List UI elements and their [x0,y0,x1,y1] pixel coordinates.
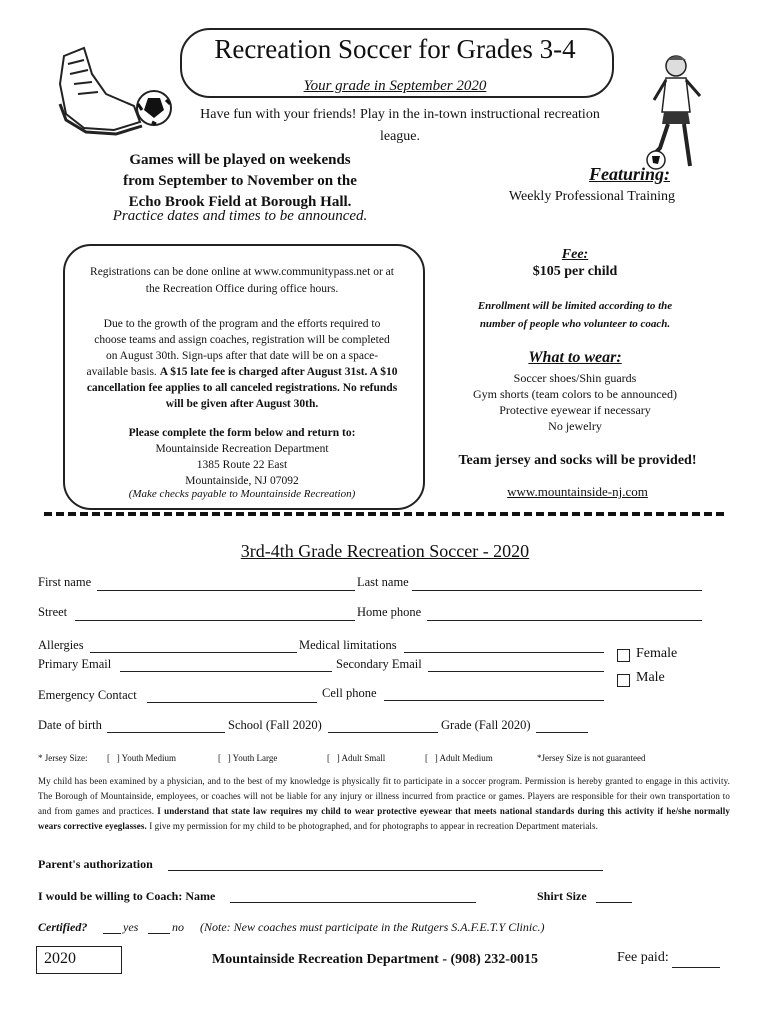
cell-phone-field[interactable] [384,700,604,701]
coach-name-field[interactable] [230,902,476,903]
jersey-size-label: * Jersey Size: [38,753,88,763]
cell-phone-label: Cell phone [322,686,377,700]
grade-field[interactable] [536,732,588,733]
coach-clinic-note: (Note: New coaches must participate in the Rutgers S.A.F.E.T.Y Clinic.) [200,920,545,934]
school-field[interactable] [328,732,438,733]
primary-email-label: Primary Email [38,657,112,671]
parent-signature-field[interactable] [168,870,603,871]
what-to-wear-list [440,370,710,434]
list-item: Soccer shoes/Shin guards [513,371,637,385]
male-label: Male [636,670,665,685]
soccer-cleat-illustration [44,44,172,148]
featuring-heading: Featuring: [588,164,670,184]
size-option-youth-large[interactable]: [ ] Youth Large [218,753,278,763]
practice-note: Practice dates and times to be announced. [112,208,368,224]
last-name-label: Last name [357,575,409,589]
allergies-label: Allergies [38,638,84,652]
home-phone-label: Home phone [357,605,422,619]
intro-text: Have fun with your friends! Play in the in-town instructional recreation league. [200,107,600,144]
return-address: Please complete the form below and return to: Mountainside Recreation Department 1385 Route 22 East Mountainside, NJ 07092 [128,427,356,487]
jersey-provided-note: Team jersey and socks will be provided! [458,453,697,468]
date-of-birth-field[interactable] [107,732,225,733]
jersey-size-disclaimer: *Jersey Size is not guaranteed [537,753,646,763]
certified-no-label: no [172,920,184,934]
consent-paragraph: My child has been examined by a physician, and to the best of my knowledge is physically fit to participate in a soccer program. Permission is hereby granted to engage in this activity. The Borough of Mountainside, employees, or coaches will not be liable for any injury or illness incurred from practice or games. Players are responsible for their own transportation to and from games and practices. I understand that state law requires my child to wear protective eyewear that meets national standards during this activity if he/she normally wears corrective eyeglasses. I give my permission for my child to be photographed, and for photographs to appear in recreation Department materials. [38,776,730,831]
grade-label: Grade (Fall 2020) [441,718,531,732]
female-checkbox[interactable] [617,649,630,662]
child-soccer-player-illustration [642,52,712,176]
checks-payable-note: (Make checks payable to Mountainside Recreation) [128,488,356,500]
secondary-email-label: Secondary Email [336,657,422,671]
certified-yes-label: yes [123,920,139,934]
list-item: Gym shorts (team colors to be announced) [473,387,677,401]
allergies-field[interactable] [90,652,297,653]
secondary-email-field[interactable] [428,671,604,672]
street-label: Street [38,605,68,619]
games-schedule: Games will be played on weekends from September to November on the Echo Brook Field at Borough Hall. [123,152,357,210]
size-option-adult-small[interactable]: [ ] Adult Small [327,753,386,763]
emergency-contact-field[interactable] [147,702,317,703]
primary-email-field[interactable] [120,671,332,672]
fee-paid-field[interactable] [672,967,720,968]
certified-label: Certified? [38,920,88,934]
department-contact: Mountainside Recreation Department - (908) 232-0015 [212,952,538,967]
female-label: Female [636,646,678,661]
medical-limitations-field[interactable] [404,652,604,653]
coach-volunteer-label: I would be willing to Coach: Name [38,889,216,903]
shirt-size-label: Shirt Size [537,889,587,903]
size-option-adult-medium[interactable]: [ ] Adult Medium [425,753,493,763]
list-item: No jewelry [548,419,602,433]
page-subtitle: Your grade in September 2020 [303,78,487,94]
fee-value: $105 per child [532,264,618,279]
fee-heading: Fee: [561,247,589,262]
registration-info: Registrations can be done online at www.communitypass.net or at the Recreation Office during office hours. [90,266,394,295]
certified-yes-field[interactable] [103,933,121,934]
last-name-field[interactable] [412,590,702,591]
home-phone-field[interactable] [427,620,702,621]
what-to-wear-heading: What to wear: [528,349,622,366]
male-checkbox[interactable] [617,674,630,687]
page-title: Recreation Soccer for Grades 3-4 [214,34,576,64]
certified-no-field[interactable] [148,933,170,934]
size-option-youth-medium[interactable]: [ ] Youth Medium [107,753,177,763]
form-title: 3rd-4th Grade Recreation Soccer - 2020 [240,541,530,561]
cut-line-divider [44,512,724,516]
parent-authorization-label: Parent's authorization [38,857,153,871]
website-link[interactable]: www.mountainside-nj.com [507,484,648,499]
enrollment-note: Enrollment will be limited according to the number of people who volunteer to coach. [477,300,673,330]
featuring-item: Weekly Professional Training [508,189,675,204]
medical-limitations-label: Medical limitations [299,638,397,652]
first-name-field[interactable] [97,590,355,591]
registration-deadline-info: Due to the growth of the program and the efforts required to choose teams and assign coaches, registration will be completed on August 30th. Sign-ups after that date will be on a space- available basis. A $15 late fee is charged after August 31st. A $10 cancellation fee applies to all canceled registrations. No refunds will be given after August 30th. [86,318,398,410]
first-name-label: First name [38,575,92,589]
street-field[interactable] [75,620,355,621]
date-of-birth-label: Date of birth [38,718,102,732]
emergency-contact-label: Emergency Contact [38,688,137,702]
shirt-size-field[interactable] [596,902,632,903]
list-item: Protective eyewear if necessary [499,403,651,417]
year-label: 2020 [44,950,76,967]
fee-paid-label: Fee paid: [617,950,669,965]
school-label: School (Fall 2020) [228,718,322,732]
